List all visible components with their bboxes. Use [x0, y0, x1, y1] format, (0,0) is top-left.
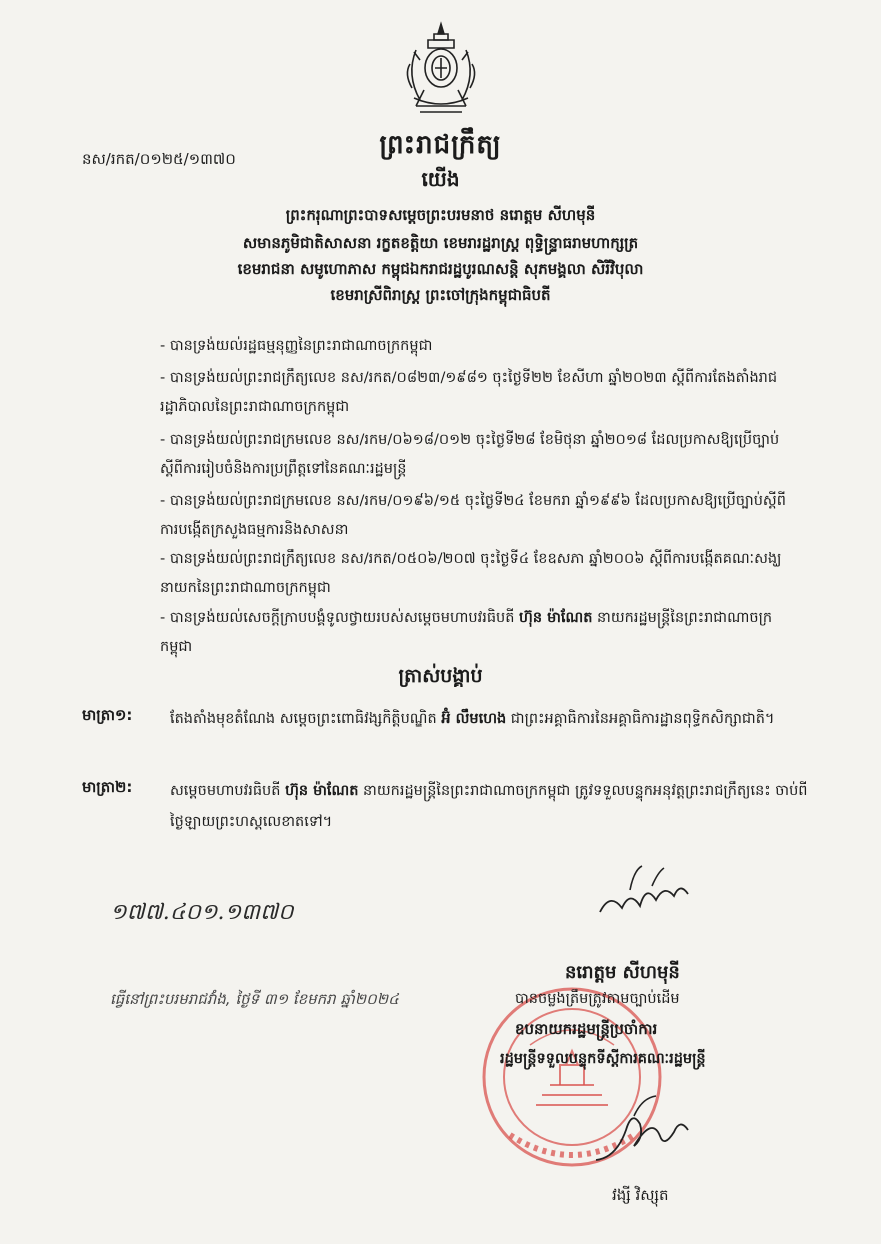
visa-item: - បានទ្រង់យល់រដ្ឋធម្មនុញ្ញនៃព្រះរាជាណាចក្រកម្ពុជា	[160, 338, 433, 354]
visa-item	[160, 604, 800, 662]
article-text: តែងតាំងមុខតំណែង សម្តេចព្រះពោធិវង្សកិត្តិបណ្ឌិត	[170, 711, 442, 727]
article-text: នាយករដ្ឋមន្ត្រីនៃព្រះរាជាណាចក្រកម្ពុជា ត្រូវទទួលបន្ទុកអនុវត្តព្រះរាជក្រឹត្យនេះ ចាប់ពីថ្ងៃឡាយព្រះហស្តលេខាតទៅ។	[170, 783, 808, 830]
visa-item: - បានទ្រង់យល់ព្រះរាជក្រមលេខ នស/រកម/០១៩៦/១៥ ចុះថ្ងៃទី២៤ ខែមករា ឆ្នាំ១៩៩៦ ដែលប្រកាសឱ្យប្រើច្បាប់ស្តីពីការបង្កើតក្រសួងធម្មការនិងសាសនា	[160, 493, 786, 538]
king-title-line: ព្រះករុណាព្រះបាទសម្តេចព្រះបរមនាថ នរោត្តម សីហមុនី	[285, 206, 596, 224]
king-title-line: សមានភូមិជាតិសាសនា រក្ខតខត្តិយា ខេមរារដ្ឋរាស្ត្រ ពុទ្ធិន្ទ្រាធរាមហាក្សត្រ	[242, 234, 639, 252]
king-title-line: ខេមរាជនា សមូហោភាស កម្ពុជឯករាជរដ្ឋបូរណសន្តិ សុភមង្គលា សិរីវិបុលា	[237, 260, 644, 278]
visa-item: - បានទ្រង់យល់ព្រះរាជក្រមលេខ នស/រកម/០៦១៨/០១២ ចុះថ្ងៃទី២៨ ខែមិថុនា ឆ្នាំ២០១៨ ដែលប្រកាសឱ្យប្រើច្បាប់ស្តីពីការរៀបចំនិងការប្រព្រឹត្តទៅនៃគណៈរដ្ឋមន្ត្រី	[160, 432, 780, 477]
prime-minister-name: ហ៊ុន ម៉ាណែត	[285, 783, 359, 799]
visa-text: នាយករដ្ឋមន្ត្រីនៃព្រះរាជាណាចក្រកម្ពុជា	[160, 610, 773, 655]
prime-minister-name: ហ៊ុន ម៉ាណែត	[519, 610, 593, 626]
visa-item: - បានទ្រង់យល់ព្រះរាជក្រឹត្យលេខ នស/រកត/០៨២៣/១៩៨១ ចុះថ្ងៃទី២២ ខែសីហា ឆ្នាំ២០២៣ ស្តីពីការតែងតាំងរាជរដ្ឋាភិបាលនៃព្រះរាជាណាចក្រកម្ពុជា	[160, 370, 778, 415]
deputy-pm-title: ឧបនាយករដ្ឋមន្ត្រីប្រចាំការ	[515, 1020, 658, 1038]
king-signature-icon	[590, 860, 700, 930]
document-title: ព្រះរាជក្រឹត្យ	[379, 130, 502, 160]
article-1-text	[170, 704, 830, 735]
place-and-date: ធ្វើនៅព្រះបរមរាជវាំង, ថ្ងៃទី ៣១ ខែមករា ឆ្នាំ២០២៤	[110, 990, 399, 1008]
king-title-line: ខេមរាស្រីពិរាស្ត្រ ព្រះចៅក្រុងកម្ពុជាធិបតី	[330, 286, 551, 304]
handwritten-date: ១៧៧.៤០១.១៣៧០	[110, 900, 294, 925]
visa-item: - បានទ្រង់យល់ព្រះរាជក្រឹត្យលេខ នស/រកត/០៥០៦/២០៧ ចុះថ្ងៃទី៤ ខែឧសភា ឆ្នាំ២០០៦ ស្តីពីការបង្កើតគណៈសង្ឃនាយកនៃព្រះរាជាណាចក្រកម្ពុជា	[160, 551, 782, 596]
article-1-label: មាត្រា១:	[82, 706, 133, 724]
appointee-name: អ៊ំ លឹមហេង	[441, 711, 507, 727]
we-heading: យើង	[421, 167, 460, 191]
article-2-text	[170, 776, 830, 838]
article-text: សម្តេចមហាបវរធិបតី	[170, 783, 286, 799]
minister-name: វង្សី វិស្សុត	[612, 1186, 669, 1204]
article-2-label: មាត្រា២:	[82, 778, 133, 796]
visa-text: - បានទ្រង់យល់សេចក្តីក្រាបបង្គំទូលថ្វាយរបស់សម្តេចមហាបវរធិបតី	[160, 610, 520, 626]
royal-coat-of-arms-icon	[398, 20, 484, 122]
article-text: ជាព្រះអគ្គាធិការនៃអគ្គាធិការដ្ឋានពុទ្ធិកសិក្សាជាតិ។	[506, 711, 775, 727]
minister-title: រដ្ឋមន្ត្រីទទួលបន្ទុកទីស្តីការគណៈរដ្ឋមន្ត្រី	[500, 1051, 706, 1067]
reference-number: នស/រកត/០១២៥/១៣៧០	[82, 150, 236, 168]
king-name: នរោត្តម សីហមុនី	[565, 962, 680, 983]
minister-signature-icon	[588, 1090, 698, 1170]
decree-heading: ត្រាស់បង្គាប់	[398, 665, 483, 687]
certified-copy-line: បានចម្លងត្រឹមត្រូវតាមច្បាប់ដើម	[515, 991, 680, 1007]
